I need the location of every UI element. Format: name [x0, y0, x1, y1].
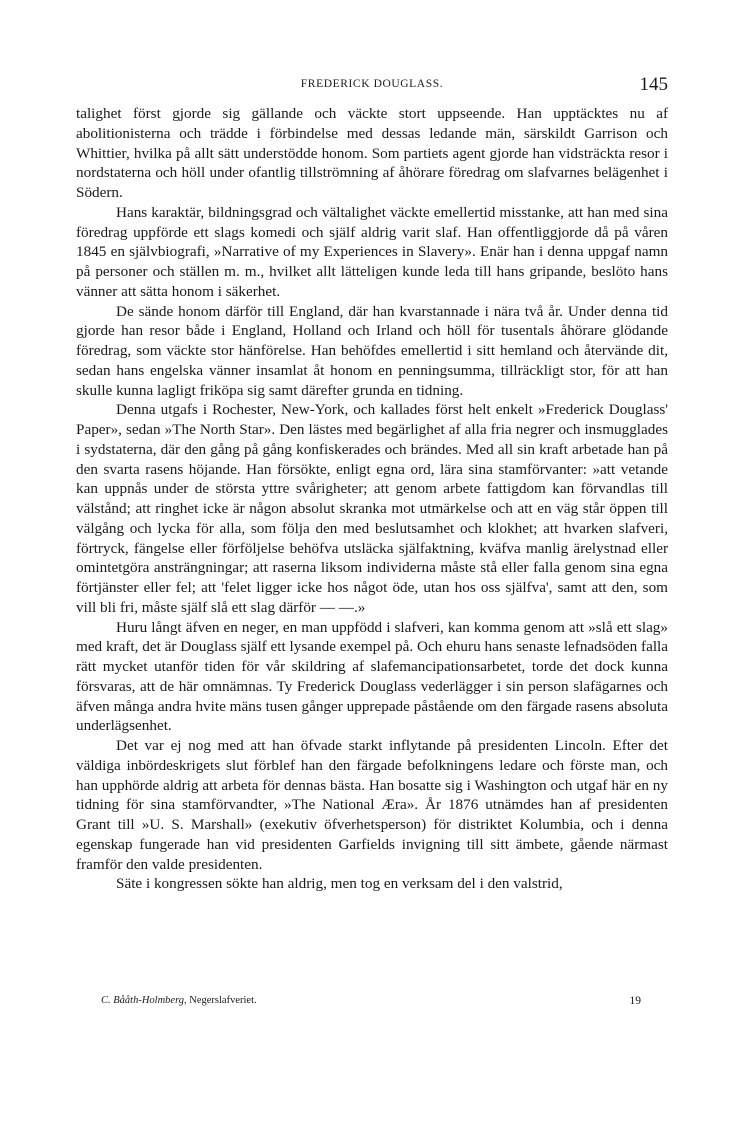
- page-header: [76, 74, 668, 98]
- body-text: [76, 104, 668, 894]
- paragraph: Huru långt äfven en neger, en man uppfödd i slafveri, kan komma genom att »slå ett slag» med kraft, det är Douglass själf ett lysande exempel på. Och ehuru hans senaste lefnadsöden falla rätt mycket utanför tiden för vår skildring af slafemancipationsarbetet, torde det dock kunna försvaras, att de här omnämnas. Ty Frederick Douglass vederlägger i sin person slafägarnes och äfven många andra hvite mäns tusen gånger upprepade påstående om den färgade rasens absoluta underlägsenhet.: [76, 618, 668, 735]
- page-number: 145: [639, 74, 668, 95]
- paragraph: Denna utgafs i Rochester, New-York, och kallades först helt enkelt »Frederick Douglass' Paper», sedan »The North Star». Den lästes med begärlighet af alla fria negrer och insmugglades i sydstaterna, där den gång på gång konfiskerades och brändes. Med all sin kraft arbetade han på den svarta rasens höjande. Han försökte, enligt egna ord, lära sina stamförvanter: »att vetande kan uppnås under de största yttre svårigheter; att genom arbete fattigdom kan förvandlas till välstånd; att ringhet icke är någon absolut skranka mot utmärkelse och att en väg står öppen till välgång och lycka för alla, som följa den med beslutsamhet och klokhet; att hvarken slafveri, förtryck, fängelse eller förföljelse behöfva utsläcka själfaktning, kväfva manlig ärelystnad eller omintetgöra ansträngningar; att raserna liksom individerna måste stå eller falla genom sina egna förtjänster eller fel; att 'felet ligger icke hos något öde, utan hos oss själfva', samt att den, som vill bli fri, måste själf slå ett slag därför — —.»: [76, 401, 668, 616]
- page-footer: [101, 995, 641, 1015]
- footer-signature: [101, 995, 257, 1006]
- running-title: FREDERICK DOUGLASS.: [300, 78, 444, 90]
- paragraph: talighet först gjorde sig gällande och väckte stort uppseende. Han upptäcktes nu af abolitionisterna och trädde i förbindelse med dessas ledande män, särskildt Garrison och Whittier, hvilka på allt sätt understödde honom. Som partiets agent gjorde han vidsträckta resor i nordstaterna och höll under ofantlig tillströmning af åhörare föredrag om slafvarnes belägenhet i Södern.: [76, 105, 668, 201]
- paragraph: Hans karaktär, bildningsgrad och vältalighet väckte emellertid misstanke, att han med sina föredrag uppförde ett slags komedi och själf aldrig varit slaf. Han offentliggjorde då på våren 1845 en självbiografi, »Narrative of my Experiences in Slavery». Enär han i denna uppgaf namn på personer och ställen m. m., hvilket allt lätteligen kunde leda till hans gripande, beslöto hans vänner att sätta honom i säkerhet.: [76, 203, 668, 300]
- footer-work: Negerslafveriet.: [189, 995, 257, 1006]
- paragraph: De sände honom därför till England, där han kvarstannade i nära två år. Under denna tid gjorde han resor både i England, Holland och Irland och höll för tusentals åhörare glödande föredrag, som väckte stor hänförelse. Han behöfdes emellertid i sitt hemland och återvände dit, sedan hans engelska vänner insamlat åt honom en penningsumma, tillräckligt stor, för att han skulle kunna lagligt friköpa sig samt därefter grunda en tidning.: [76, 302, 668, 399]
- footer-author: C. Bååth-Holmberg,: [101, 995, 187, 1006]
- paragraph: Det var ej nog med att han öfvade starkt inflytande på presidenten Lincoln. Efter det väldiga inbördeskrigets slut förblef han den färgade befolkningens ledare och förste man, och han upphörde aldrig att arbeta för dennas bästa. Han bosatte sig i Washington och utgaf här en ny tidning för sina stamförvandter, »The National Æra». År 1876 utnämdes han af presidenten Grant till »U. S. Marshall» (exekutiv öfverhetsperson) för distriktet Kolumbia, och i denna egenskap fungerade han vid presidenten Garfields invigning till sitt ämbete, gående närmast framför den valde presidenten.: [76, 737, 668, 873]
- paragraph: Säte i kongressen sökte han aldrig, men tog en verksam del i den valstrid,: [116, 875, 563, 893]
- signature-mark: 19: [629, 995, 641, 1007]
